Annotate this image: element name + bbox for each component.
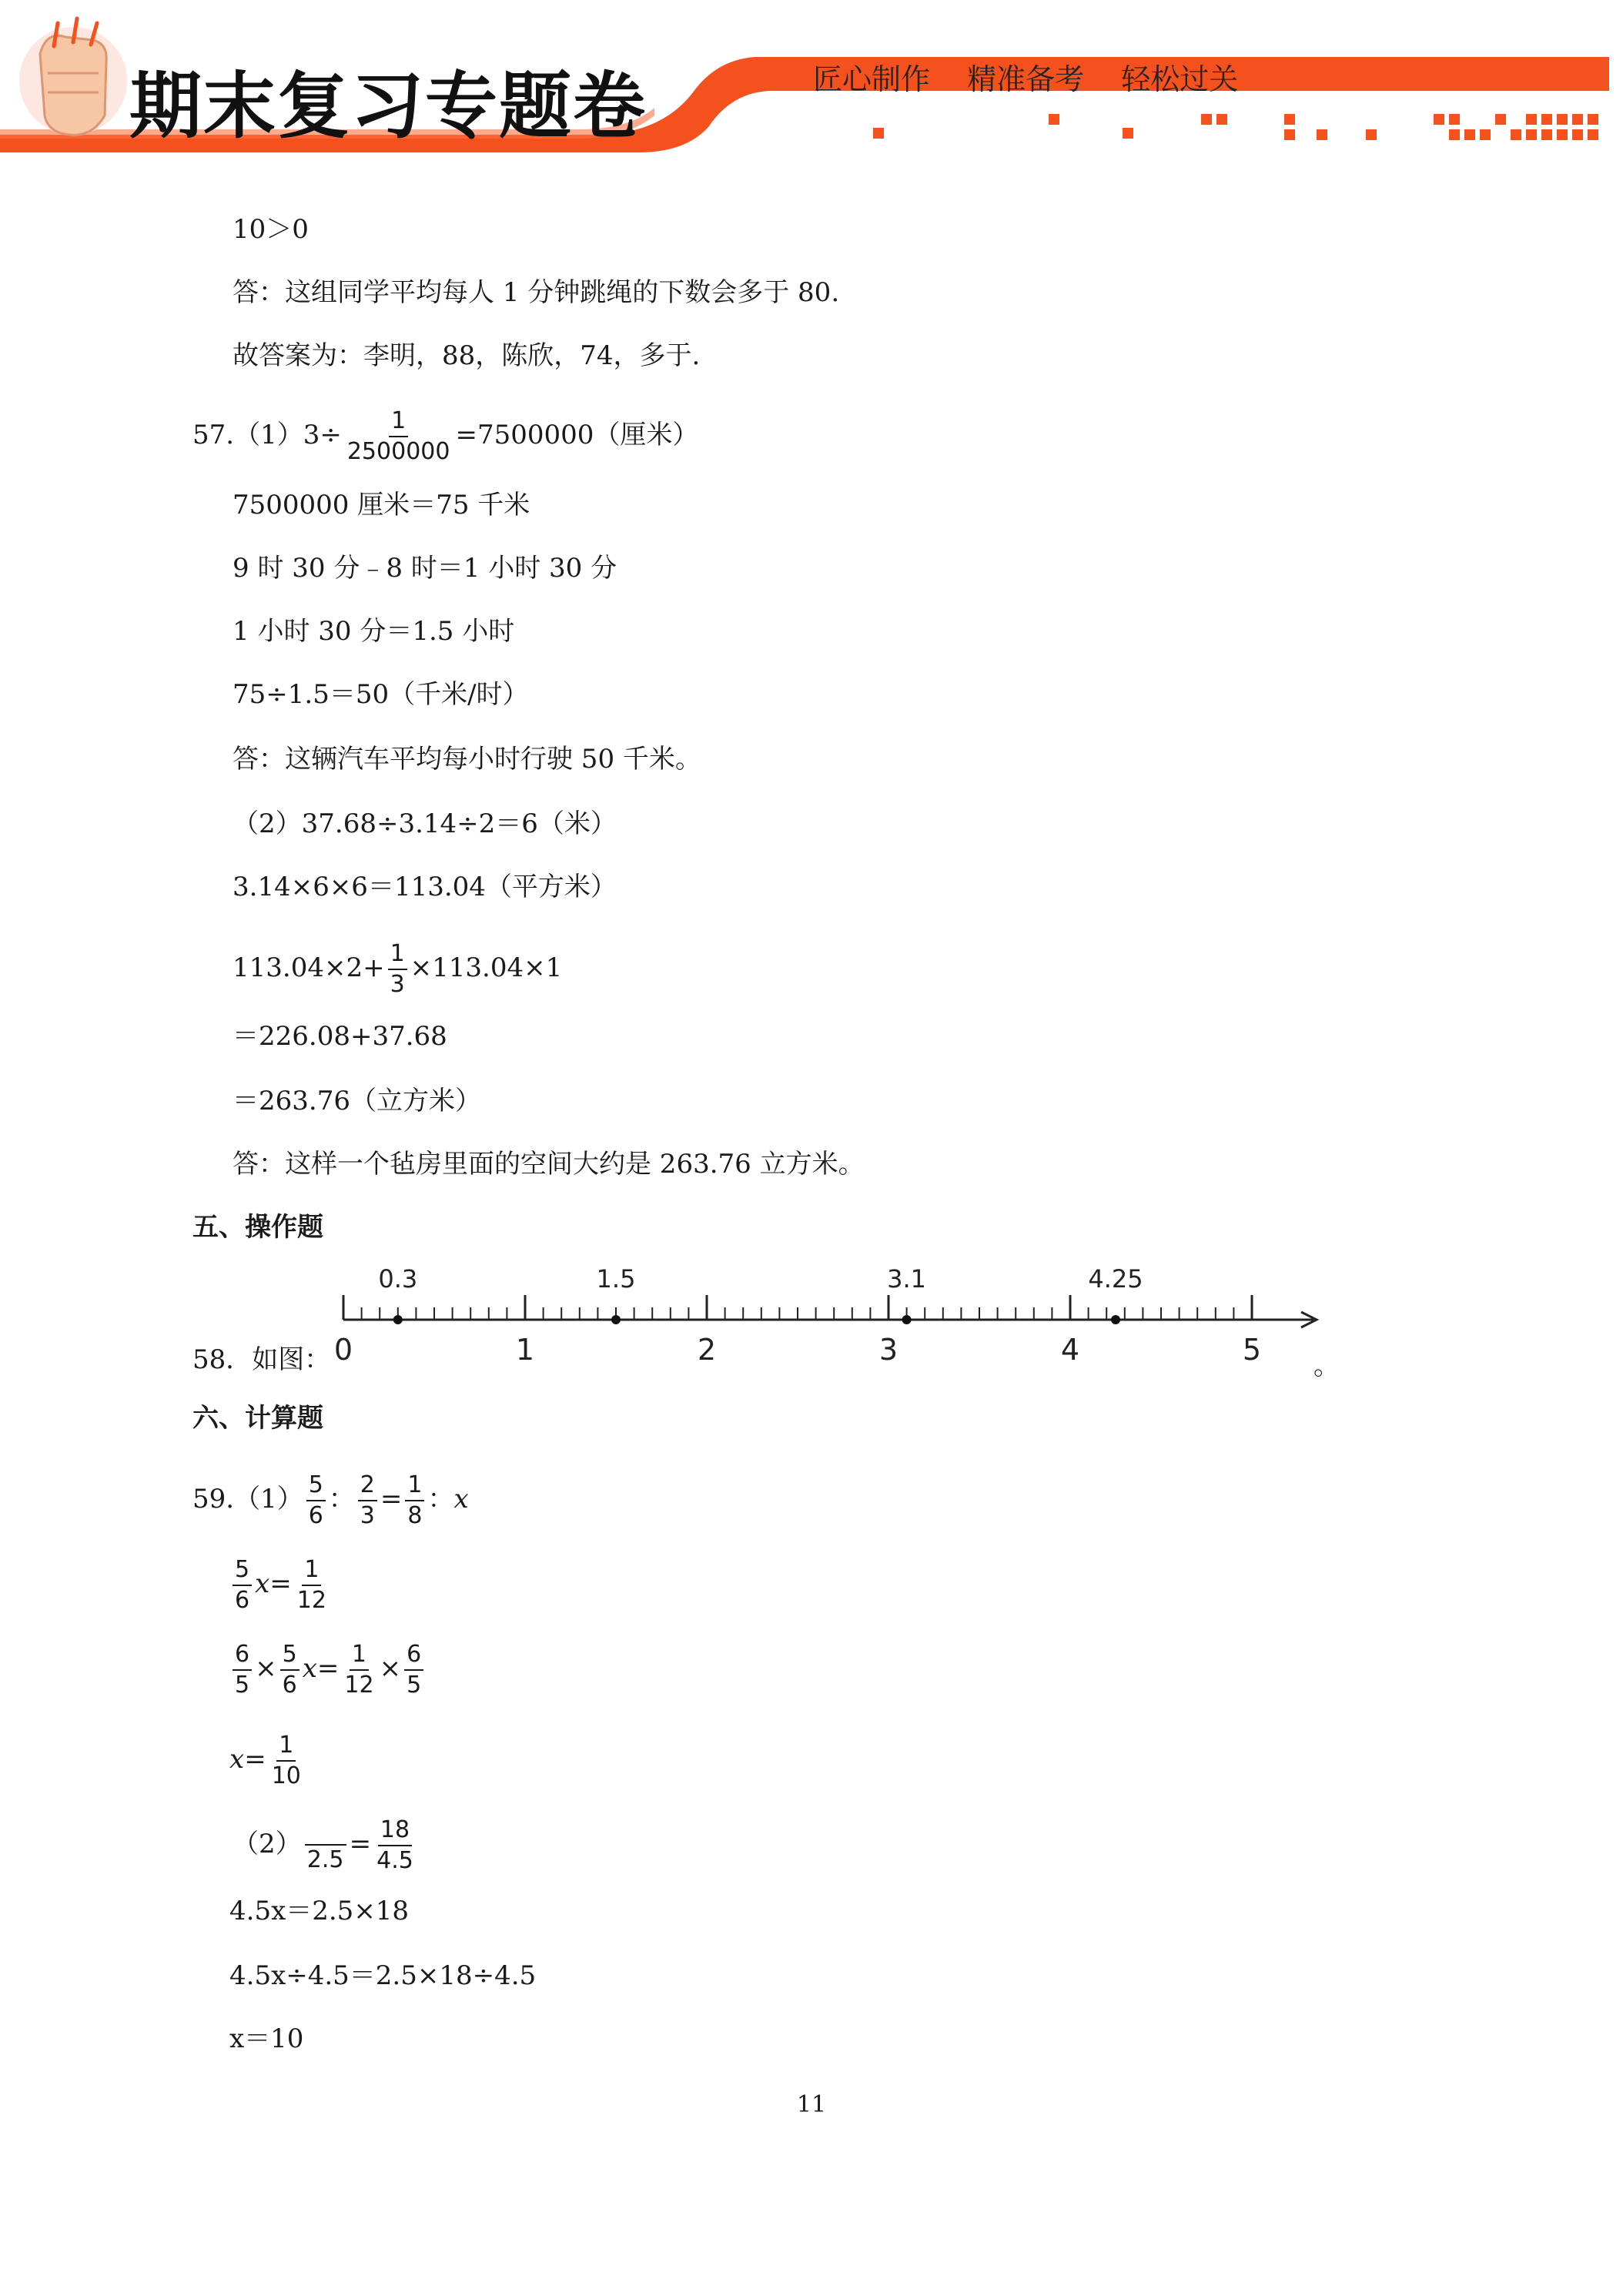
fraction: $\frac{1}{10}$: [271, 1732, 301, 1789]
q57-line-3: 9 时 30 分﹣8 时＝1 小时 30 分: [233, 553, 617, 584]
fraction: 2.5: [305, 1818, 346, 1873]
q57-line-12: 答：这样一个毡房里面的空间大约是 263.76 立方米。: [233, 1149, 865, 1180]
q57-line-7: （2）37.68÷3.14÷2＝6（米）: [233, 808, 617, 839]
page-number: 11: [796, 2091, 827, 2118]
tick-label: 0: [333, 1333, 353, 1367]
q59-eq-5: （2） 2.5 = $\frac{18}{4.5}$: [233, 1817, 419, 1874]
q57-line-9: 113.04×2+ $\frac{1}{3}$ ×113.04×1: [233, 940, 563, 998]
q57-p1-prefix: （1）3÷: [234, 420, 342, 450]
slogan-2: 精准备考: [967, 62, 1085, 96]
tick-label: 1: [515, 1333, 535, 1367]
point-label: 1.5: [596, 1264, 636, 1294]
q59-line-8: x＝10: [229, 2023, 304, 2054]
fraction: $\frac{1}{12}$: [296, 1556, 326, 1614]
q57-line-6: 答：这辆汽车平均每小时行驶 50 千米。: [233, 744, 701, 775]
q58-end-mark: 。: [1313, 1350, 1340, 1381]
q59-number: 59.（1）: [192, 1484, 303, 1514]
q57-line-2: 7500000 厘米＝75 千米: [233, 490, 530, 520]
q58-label: 58．如图：: [192, 1344, 331, 1375]
fraction: $\frac{5}{6}$: [233, 1557, 252, 1614]
tick-label: 5: [1242, 1333, 1262, 1367]
fist-icon: [19, 18, 127, 135]
q59-eq-1: 59.（1） $\frac{5}{6}$ ： $\frac{2}{3}$ = $\frac{1}{8}$ ：x: [192, 1471, 469, 1529]
fraction: $\frac{1}{3}$: [388, 941, 407, 998]
q57-number: 57.: [192, 420, 235, 450]
slogan-1: 匠心制作: [813, 62, 931, 96]
number-line-point: [1111, 1315, 1120, 1324]
decorative-dots: [873, 114, 1598, 140]
page-header: [0, 0, 1623, 154]
point-label: 0.3: [378, 1264, 418, 1294]
tick-label: 3: [878, 1333, 899, 1367]
number-line-point: [902, 1315, 912, 1324]
fraction: $\frac{18}{4.5}$: [376, 1816, 413, 1874]
q59-eq-2: $\frac{5}{6}$ x= $\frac{1}{12}$: [229, 1557, 332, 1614]
tick-label: 4: [1060, 1333, 1080, 1367]
slogan-3: 轻松过关: [1121, 62, 1239, 96]
section-5-title: 五、操作题: [192, 1212, 323, 1243]
q57-line-5: 75÷1.5＝50（千米/时）: [233, 679, 529, 710]
number-line: [328, 1263, 1321, 1378]
tick-label: 2: [697, 1333, 717, 1367]
q59-line-7: 4.5x÷4.5＝2.5×18÷4.5: [229, 1960, 537, 1991]
q57-line-11: ＝263.76（立方米）: [233, 1086, 481, 1116]
fraction: $\frac{1}{12}$: [344, 1641, 374, 1699]
q56-final: 故答案为：李明，88，陈欣，74，多于.: [233, 340, 701, 371]
fraction: $\frac{6}{5}$: [404, 1642, 423, 1699]
q57-line-1: [192, 408, 698, 465]
number-line-point: [611, 1315, 621, 1324]
header-title: 期末复习专题卷: [129, 65, 648, 149]
point-label: 4.25: [1088, 1264, 1143, 1294]
header-slogan: [813, 55, 1266, 98]
fraction: $\frac{5}{6}$: [280, 1642, 300, 1699]
section-6-title: 六、计算题: [192, 1403, 323, 1434]
q57-line-8: 3.14×6×6＝113.04（平方米）: [233, 872, 617, 902]
q59-eq-3: $\frac{6}{5}$ × $\frac{5}{6}$ x= $\frac{1}{12}$ × $\frac{6}{5}$: [229, 1642, 427, 1699]
fraction: $\frac{2}{3}$: [358, 1472, 377, 1529]
fraction: $\frac{6}{5}$: [233, 1642, 252, 1699]
q56-answer: 答：这组同学平均每人 1 分钟跳绳的下数会多于 80.: [233, 277, 840, 308]
q57-line-4: 1 小时 30 分＝1.5 小时: [233, 616, 515, 647]
q56-line: 10＞0: [233, 214, 309, 245]
q59-line-6: 4.5x＝2.5×18: [229, 1896, 410, 1926]
number-line-ticks: [334, 1295, 1317, 1367]
point-label: 3.1: [887, 1264, 927, 1294]
fraction: $\frac{1}{8}$: [405, 1472, 424, 1529]
q57-line-10: ＝226.08+37.68: [233, 1021, 447, 1052]
fraction: $\frac{1}{2500000}$: [346, 407, 450, 465]
q59-eq-4: x= $\frac{1}{10}$: [229, 1732, 306, 1789]
number-line-point: [393, 1315, 403, 1324]
fraction: $\frac{5}{6}$: [306, 1472, 326, 1529]
q57-p1-suffix: =7500000（厘米）: [455, 420, 699, 450]
